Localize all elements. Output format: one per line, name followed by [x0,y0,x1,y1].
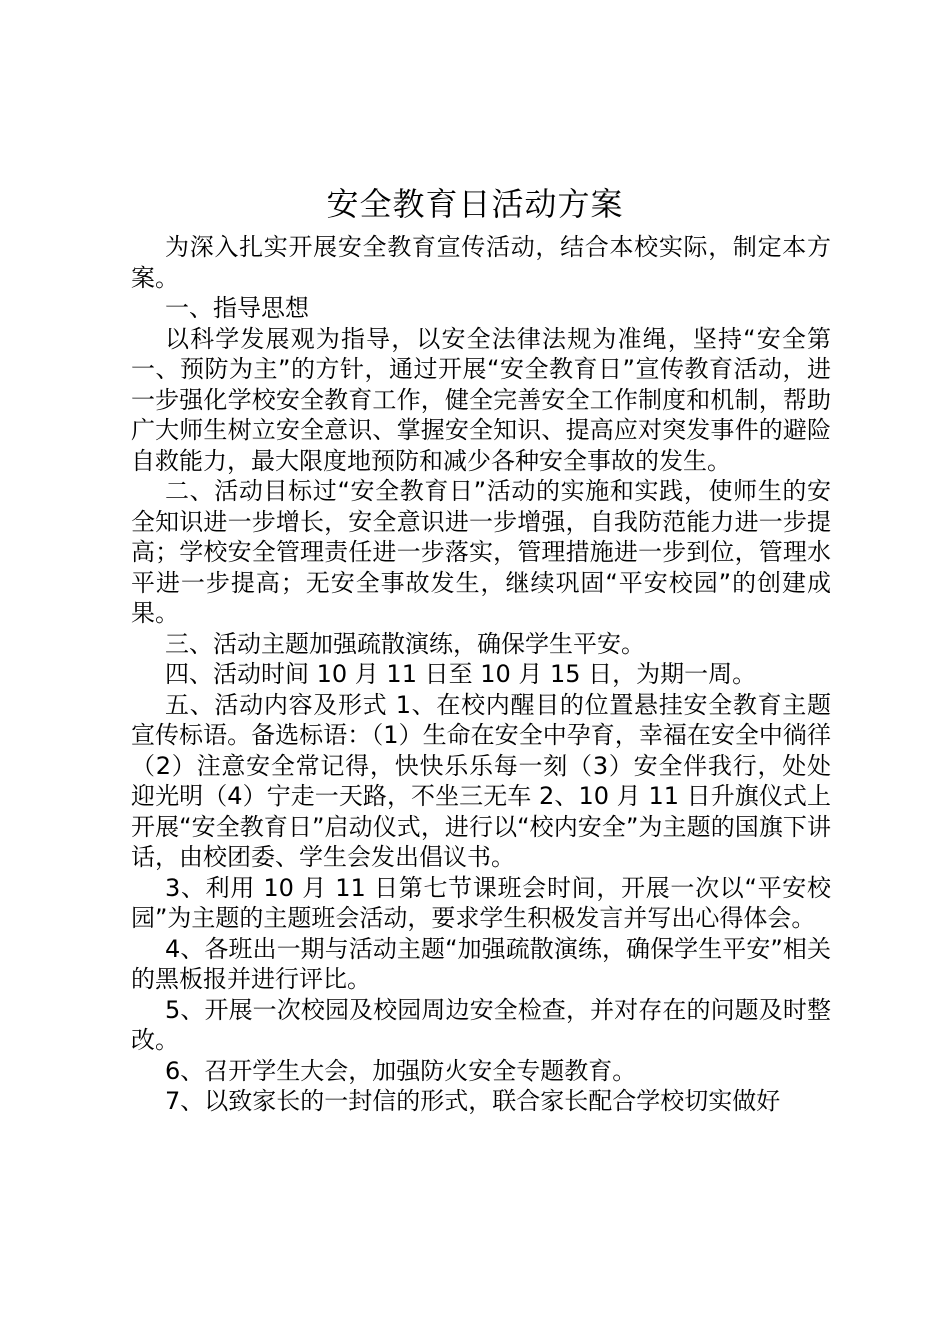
list-item-3: 3、利用 10 月 11 日第七节课班会时间，开展一次以“平安校园”为主题的主题班会活动，要求学生积极发言并写出心得体会。 [131,873,831,932]
activity-goal-paragraph: 二、活动目标过“安全教育日”活动的实施和实践，使师生的安全知识进一步增长，安全意识进一步增强，自我防范能力进一步提高；学校安全管理责任进一步落实，管理措施进一步到位，管理水平进一步提高；无安全事故发生，继续巩固“平安校园”的创建成果。 [131,477,831,627]
activity-theme-paragraph: 三、活动主题加强疏散演练，确保学生平安。 [165,629,645,658]
activity-content-paragraph: 五、活动内容及形式 1、在校内醒目的位置悬挂安全教育主题宣传标语。备选标语：（1）生命在安全中孕育，幸福在安全中徜徉（2）注意安全常记得，快快乐乐每一刻（3）安全伴我行，处处迎光明（4）宁走一天路，不坐三无车 2、10 月 11 日升旗仪式上开展“安全教育日”启动仪式，进行以“校内安全”为主题的国旗下讲话，由校团委、学生会发出倡议书。 [131,690,831,871]
list-item-7: 7、以致家长的一封信的形式，联合家长配合学校切实做好 [165,1087,781,1115]
section-heading-guiding-thought: 一、指导思想 [165,294,309,322]
list-item-5: 5、开展一次校园及校园周边安全检查，并对存在的问题及时整改。 [131,995,831,1054]
intro-paragraph: 为深入扎实开展安全教育宣传活动，结合本校实际，制定本方案。 [131,233,831,292]
document-body [131,232,831,1117]
page-title: 安全教育日活动方案 [326,185,624,223]
list-item-6: 6、召开学生大会，加强防火安全专题教育。 [165,1056,637,1085]
list-item-4: 4、各班出一期与活动主题“加强疏散演练，确保学生平安”相关的黑板报并进行评比。 [131,934,831,993]
guiding-thought-paragraph: 以科学发展观为指导，以安全法律法规为准绳，坚持“安全第一、预防为主”的方针，通过开展“安全教育日”宣传教育活动，进一步强化学校安全教育工作，健全完善安全工作制度和机制，帮助广大师生树立安全意识、掌握安全知识、提高应对突发事件的避险自救能力，最大限度地预防和减少各种安全事故的发生。 [131,324,831,475]
activity-time-paragraph: 四、活动时间 10 月 11 日至 10 月 15 日，为期一周。 [165,660,757,688]
